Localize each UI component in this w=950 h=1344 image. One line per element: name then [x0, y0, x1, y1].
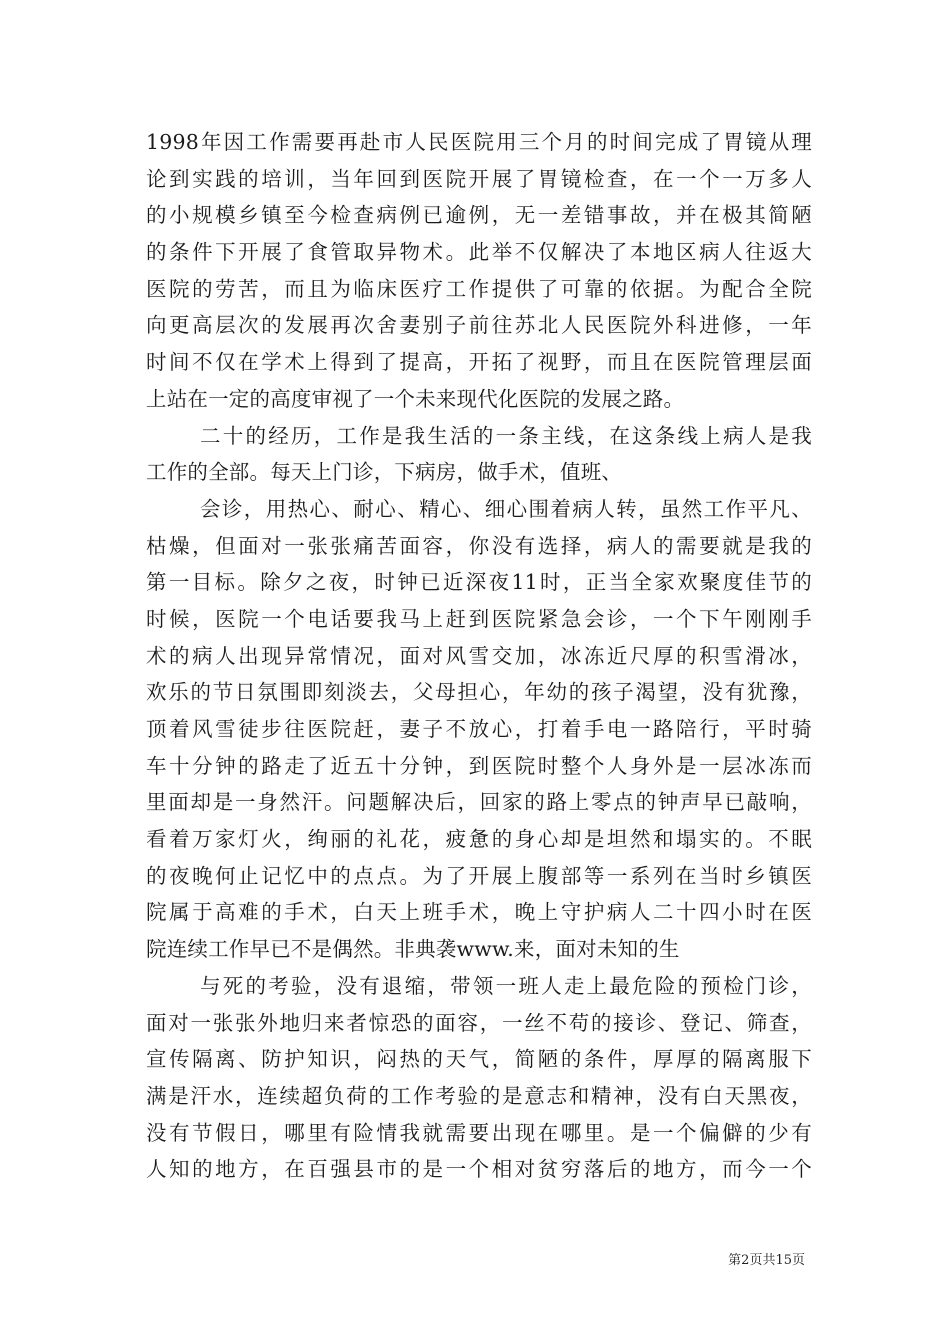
text-line: 时间不仅在学术上得到了提高，开拓了视野，而且在医院管理层面: [146, 350, 812, 375]
text-line: 会诊，用热心、耐心、精心、细心围着病人转，虽然工作平凡、: [200, 496, 812, 521]
text-line: 人知的地方，在百强县市的是一个相对贫穷落后的地方，而今一个: [146, 1157, 812, 1182]
text-line: 宣传隔离、防护知识，闷热的天气，简陋的条件，厚厚的隔离服下: [146, 1047, 812, 1072]
text-line: 的条件下开展了食管取异物术。此举不仅解决了本地区病人往返大: [146, 240, 812, 265]
text-line: 1998年因工作需要再赴市人民医院用三个月的时间完成了胃镜从理: [146, 130, 812, 154]
text-line: 论到实践的培训，当年回到医院开展了胃镜检查，在一个一万多人: [146, 166, 812, 191]
text-line: 向更高层次的发展再次舍妻别子前往苏北人民医院外科进修，一年: [146, 313, 812, 338]
text-line: 顶着风雪徒步往医院赶，妻子不放心，打着手电一路陪行，平时骑: [146, 717, 812, 741]
text-line: 的夜晚何止记忆中的点点。为了开展上腹部等一系列在当时乡镇医: [146, 863, 812, 888]
text-line: 院属于高难的手术，白天上班手术，晚上守护病人二十四小时在医: [146, 900, 812, 925]
text-line: 第一目标。除夕之夜，时钟已近深夜11时，正当全家欢聚度佳节的: [146, 570, 812, 595]
text-line: 院连续工作早已不是偶然。非典袭www.来，面对未知的生: [146, 937, 680, 962]
text-line: 枯燥，但面对一张张痛苦面容，你没有选择，病人的需要就是我的: [146, 533, 812, 558]
text-line: 术的病人出现异常情况，面对风雪交加，冰冻近尺厚的积雪滑冰，: [146, 643, 812, 668]
text-line: 里面却是一身然汗。问题解决后，回家的路上零点的钟声早已敲响，: [146, 790, 812, 815]
text-line: 车十分钟的路走了近五十分钟，到医院时整个人身外是一层冰冻而: [146, 753, 812, 778]
page-number: 第2页共15页: [728, 1253, 805, 1268]
text-line: 工作的全部。每天上门诊，下病房，做手术，值班、: [146, 460, 623, 485]
text-line: 没有节假日，哪里有险情我就需要出现在哪里。是一个偏僻的少有: [146, 1120, 812, 1145]
text-line: 欢乐的节日氛围即刻淡去，父母担心，年幼的孩子渴望，没有犹豫，: [146, 680, 812, 705]
text-line: 看着万家灯火，绚丽的礼花，疲惫的身心却是坦然和塌实的。不眠: [146, 827, 812, 852]
text-line: 时候，医院一个电话要我马上赶到医院紧急会诊，一个下午刚刚手: [146, 606, 812, 631]
text-line: 二十的经历，工作是我生活的一条主线，在这条线上病人是我: [200, 423, 812, 448]
text-line: 与死的考验，没有退缩，带领一班人走上最危险的预检门诊，: [200, 973, 812, 998]
text-line: 面对一张张外地归来者惊恐的面容，一丝不苟的接诊、登记、筛查，: [146, 1010, 812, 1035]
text-line: 的小规模乡镇至今检查病例已逾例，无一差错事故，并在极其简陋: [146, 203, 812, 228]
text-line: 上站在一定的高度审视了一个未来现代化医院的发展之路。: [146, 386, 685, 411]
body-text: [146, 124, 812, 1188]
text-line: 满是汗水，连续超负荷的工作考验的是意志和精神，没有白天黑夜，: [146, 1083, 812, 1108]
text-line: 医院的劳苦，而且为临床医疗工作提供了可靠的依据。为配合全院: [146, 276, 812, 301]
